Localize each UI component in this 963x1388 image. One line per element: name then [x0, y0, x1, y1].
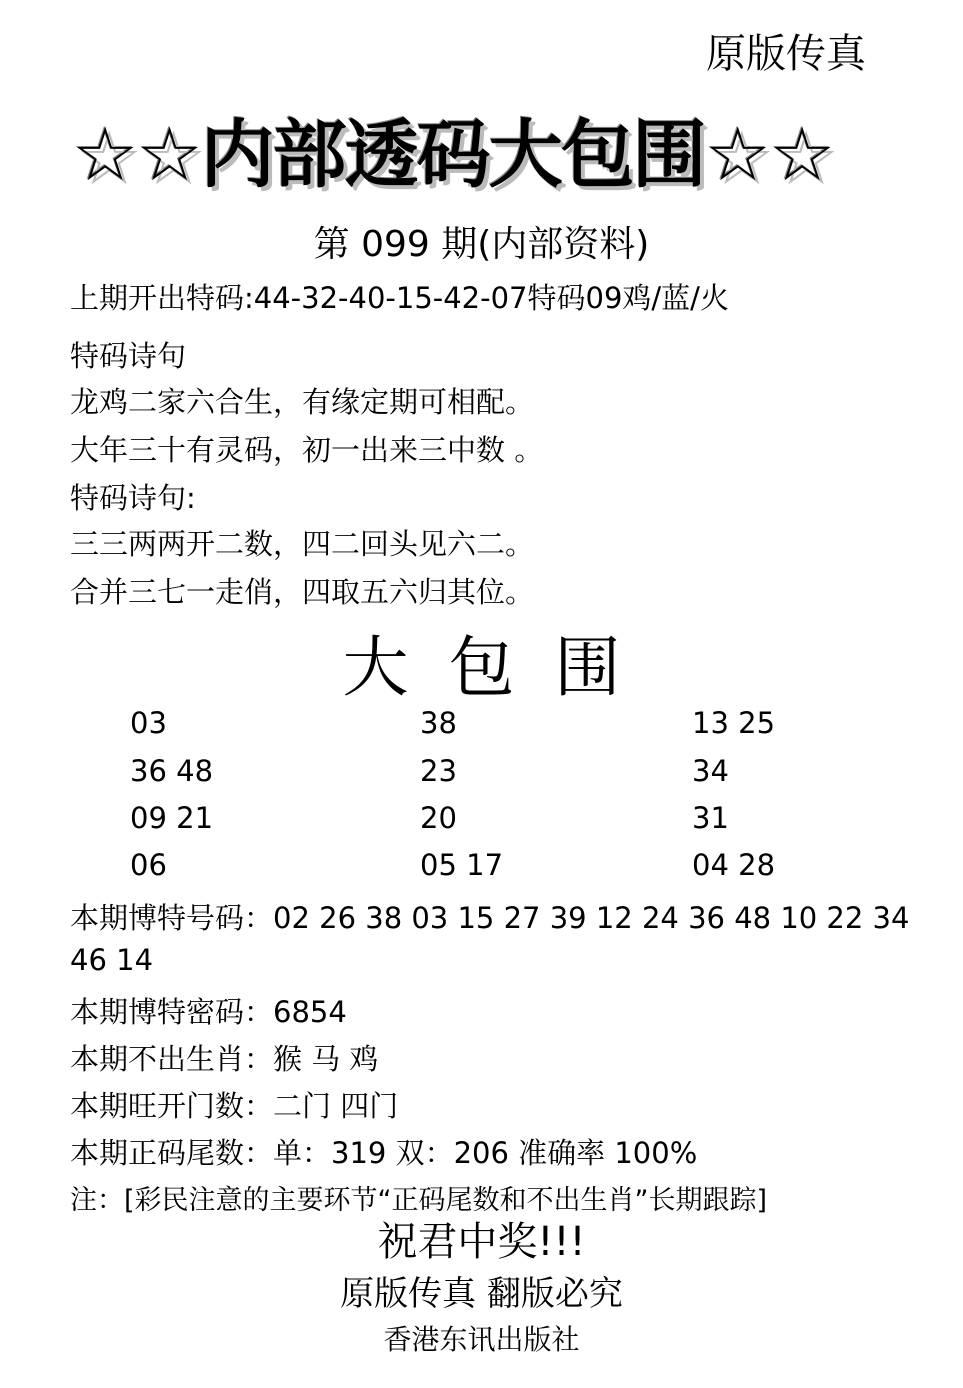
secret-code: 本期博特密码：6854: [70, 995, 347, 1029]
poem-title-2: 特码诗句:: [70, 481, 196, 515]
poem-line-1: 龙鸡二家六合生，有缘定期可相配。: [70, 385, 535, 419]
grid-cell: 23: [420, 754, 457, 788]
grid-cell: 20: [420, 801, 457, 835]
grid-cell: 31: [692, 801, 729, 835]
grid-cell: 36 48: [130, 754, 214, 788]
poem-line-3: 三三两两开二数，四二回头见六二。: [70, 527, 535, 561]
last-result: 上期开出特码:44-32-40-15-42-07特码09鸡/蓝/火: [70, 281, 729, 315]
top-right-label: 原版传真: [706, 31, 866, 77]
poem-line-2: 大年三十有灵码，初一出来三中数 。: [70, 433, 544, 467]
grid-cell: 04 28: [692, 848, 776, 882]
no-zodiac: 本期不出生肖：猴 马 鸡: [70, 1042, 379, 1076]
special-numbers-line-2: 46 14: [70, 943, 154, 977]
publisher-text: 香港东讯出版社: [383, 1323, 580, 1356]
headline: ☆☆内部透码大包围☆☆: [72, 112, 834, 198]
grid-cell: 05 17: [420, 848, 504, 882]
big-title: 大包围: [342, 629, 661, 706]
wish-text: 祝君中奖!!!: [377, 1219, 586, 1265]
special-numbers-line-1: 本期博特号码：02 26 38 03 15 27 39 12 24 36 48 10 22 34: [70, 901, 910, 935]
grid-cell: 09 21: [130, 801, 214, 835]
tail-numbers: 本期正码尾数：单：319 双：206 准确率 100%: [70, 1136, 698, 1170]
poem-line-4: 合并三七一走俏，四取五六归其位。: [70, 575, 535, 609]
copyright-text: 原版传真 翻版必究: [340, 1274, 623, 1314]
poem-title-1: 特码诗句: [70, 339, 187, 373]
note: 注：[彩民注意的主要环节“正码尾数和不出生肖”长期跟踪]: [70, 1185, 768, 1216]
issue-title: 第 099 期(内部资料): [313, 224, 650, 265]
grid-cell: 13 25: [692, 706, 776, 740]
grid-cell: 34: [692, 754, 729, 788]
hot-doors: 本期旺开门数：二门 四门: [70, 1089, 399, 1123]
grid-cell: 06: [130, 848, 167, 882]
grid-cell: 03: [130, 706, 167, 740]
grid-cell: 38: [420, 706, 457, 740]
